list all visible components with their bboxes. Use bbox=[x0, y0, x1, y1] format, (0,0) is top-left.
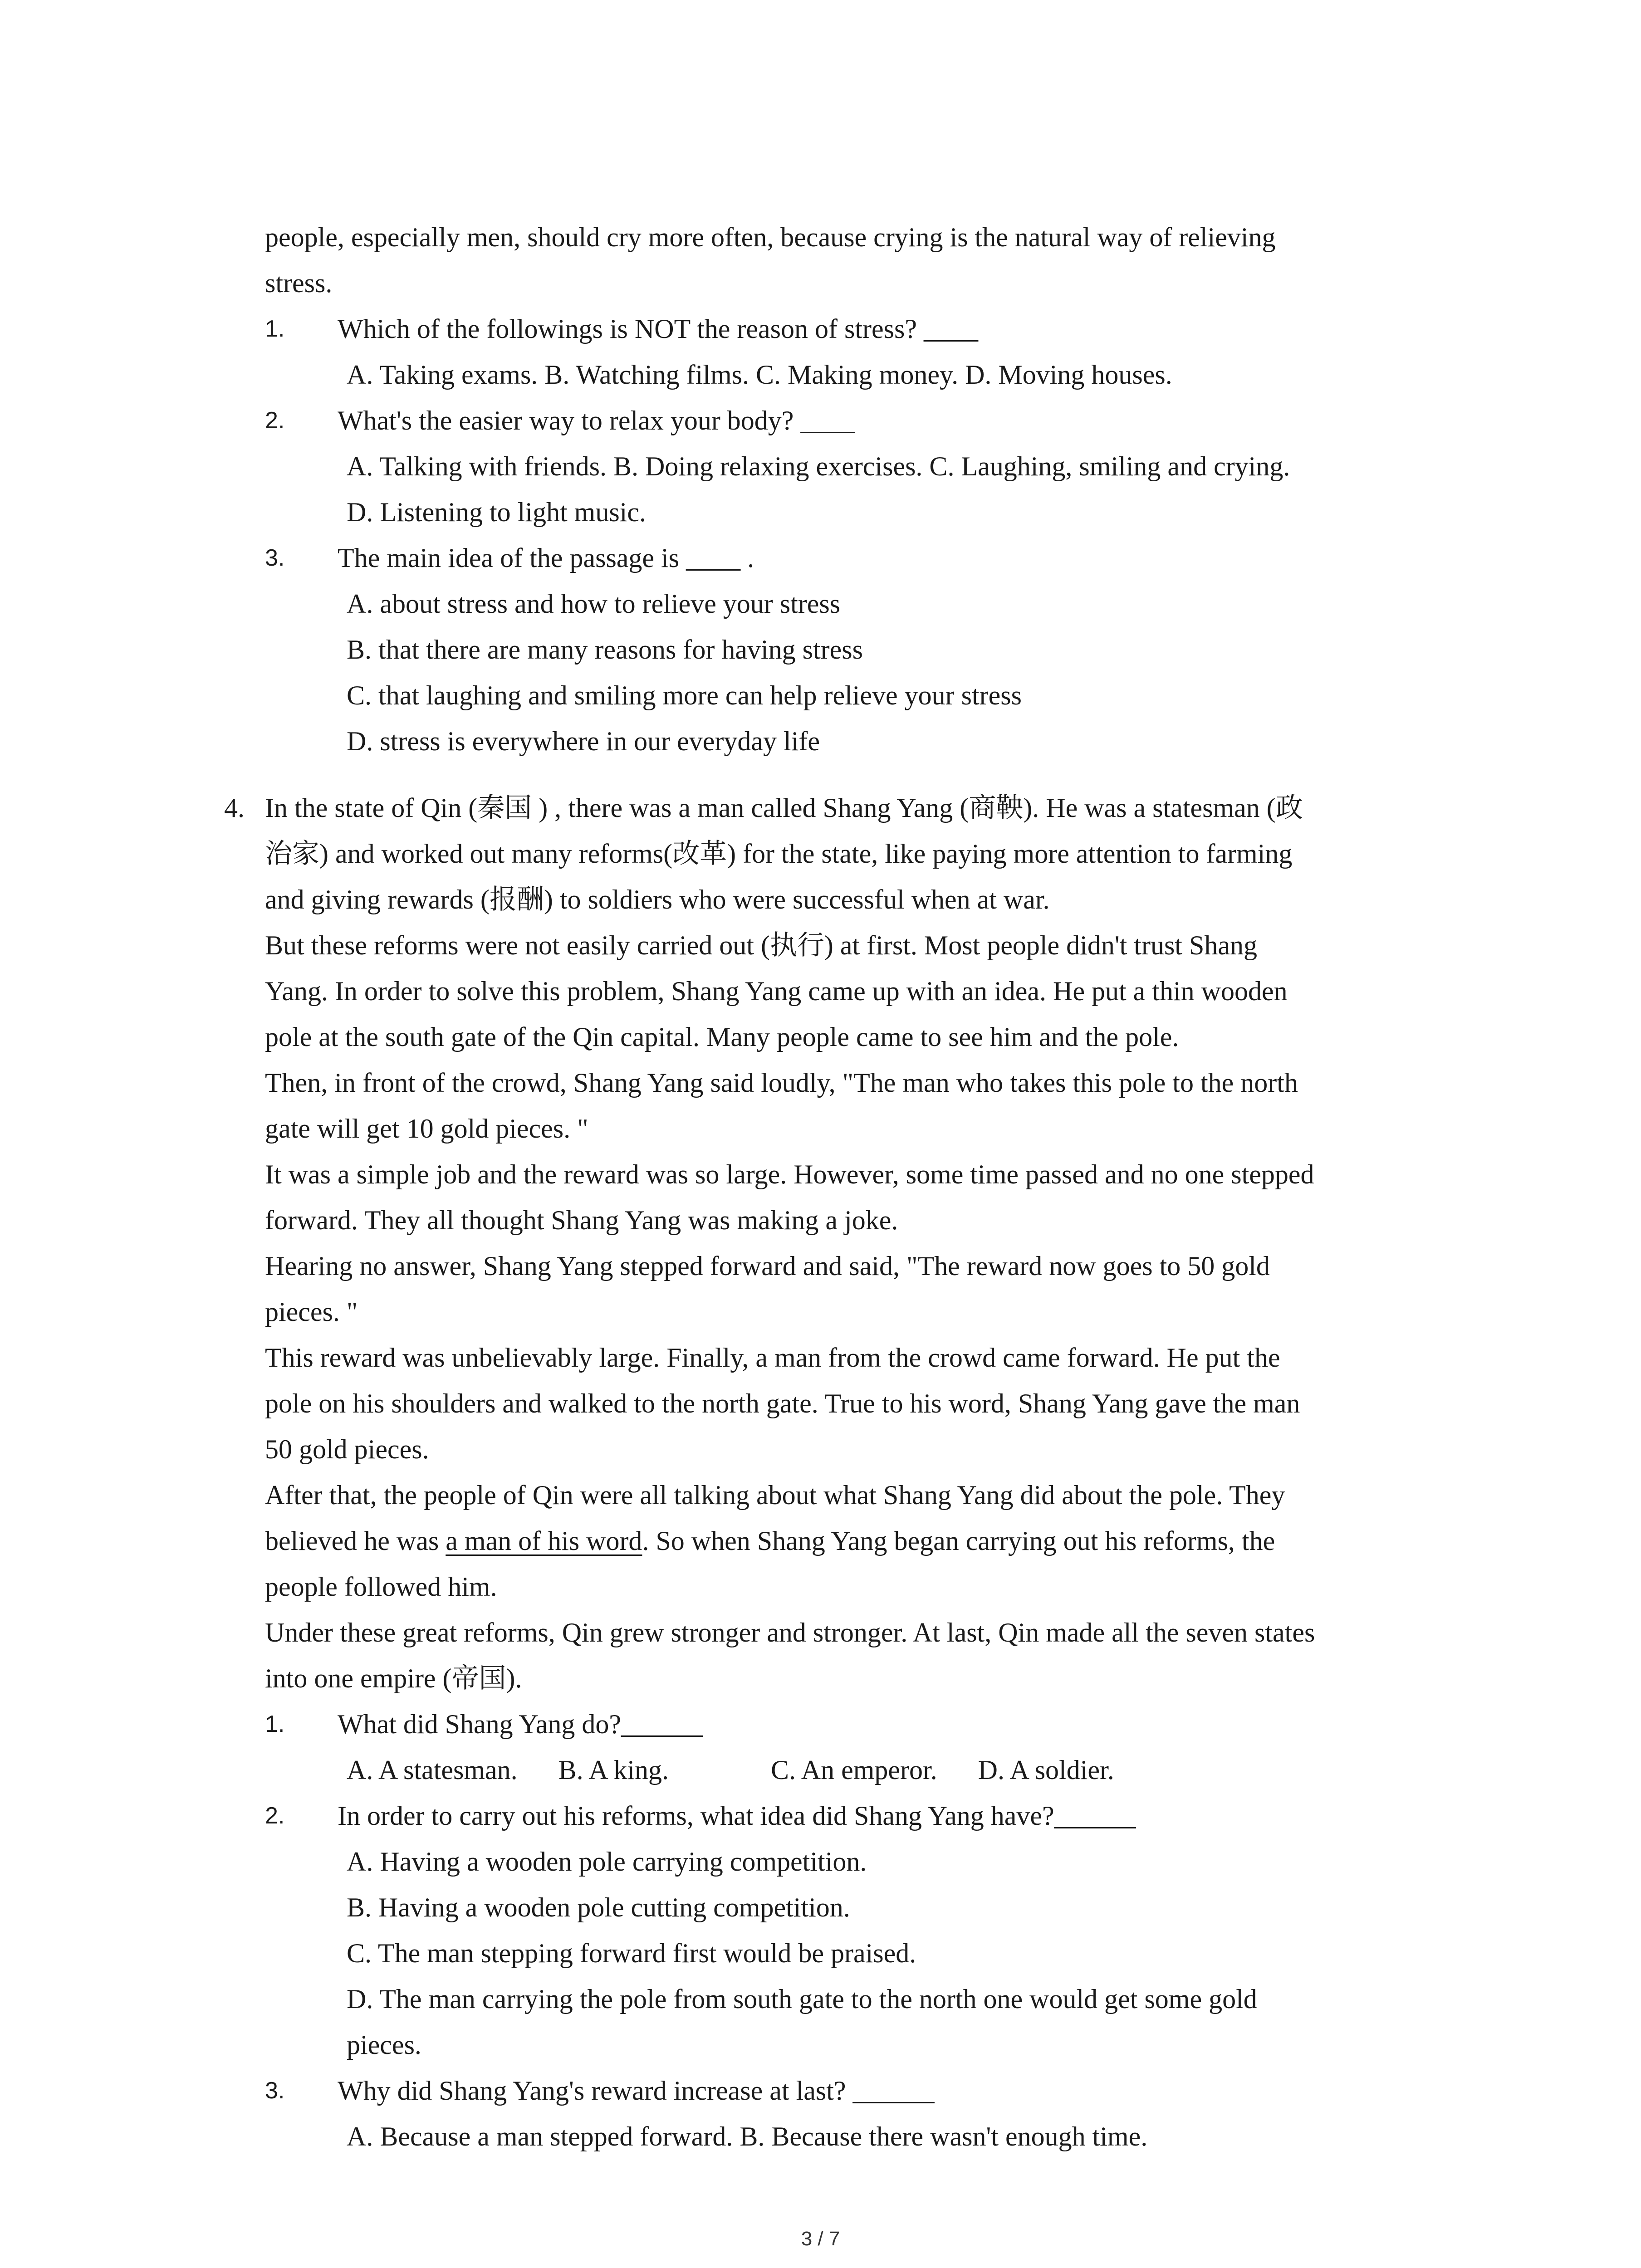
question-stem: In order to carry out his reforms, what idea did Shang Yang have?______ bbox=[338, 1801, 1136, 1831]
option-b: B. that there are many reasons for having stress bbox=[347, 635, 863, 665]
passage-line: stress. bbox=[265, 268, 333, 298]
option-c: C. The man stepping forward first would be praised. bbox=[347, 1938, 916, 1968]
passage-line: In the state of Qin (秦国 ) , there was a man called Shang Yang (商鞅). He was a statesman (政 bbox=[265, 793, 1303, 823]
underlined-phrase: a man of his word bbox=[446, 1526, 642, 1556]
text-after: . So when Shang Yang began carrying out his reforms, the bbox=[642, 1526, 1275, 1556]
question-3 bbox=[265, 535, 1467, 581]
question-stem: The main idea of the passage is ____ . bbox=[338, 543, 754, 573]
passage-line: Then, in front of the crowd, Shang Yang said loudly, "The man who takes this pole to the north bbox=[265, 1068, 1298, 1098]
options-line: D. Listening to light music. bbox=[347, 497, 646, 527]
question-stem: Which of the followings is NOT the reason of stress? ____ bbox=[338, 314, 978, 344]
page-number: 3 / 7 bbox=[801, 2228, 840, 2250]
passage-line: pole at the south gate of the Qin capital. Many people came to see him and the pole. bbox=[265, 1022, 1179, 1052]
option-a: A. Having a wooden pole carrying competition. bbox=[347, 1847, 867, 1877]
passage-line-underlined bbox=[265, 1518, 1467, 1564]
question-number: 1. bbox=[265, 316, 285, 342]
option-d: D. The man carrying the pole from south gate to the north one would get some gold bbox=[347, 1984, 1257, 2014]
options-line: A. Talking with friends. B. Doing relaxing exercises. C. Laughing, smiling and crying. bbox=[347, 451, 1290, 481]
options-line: A. Taking exams. B. Watching films. C. Making money. D. Moving houses. bbox=[347, 360, 1172, 390]
question-number: 2. bbox=[265, 1803, 285, 1829]
question-stem: Why did Shang Yang's reward increase at last? ______ bbox=[338, 2076, 935, 2106]
passage-line: pieces. " bbox=[265, 1297, 358, 1327]
options-line: A. A statesman. B. A king. C. An emperor. D. A soldier. bbox=[347, 1755, 1114, 1785]
passage-line: 50 gold pieces. bbox=[265, 1434, 429, 1464]
question-stem: What's the easier way to relax your body? ____ bbox=[338, 406, 855, 435]
passage-line: 治家) and worked out many reforms(改革) for the state, like paying more attention to farming bbox=[265, 839, 1293, 869]
option-d-continued: pieces. bbox=[347, 2030, 421, 2060]
question-1 bbox=[265, 1701, 1467, 1747]
passage-line: It was a simple job and the reward was so large. However, some time passed and no one stepped bbox=[265, 1159, 1314, 1189]
option-a: A. about stress and how to relieve your stress bbox=[347, 589, 841, 619]
passage-line: pole on his shoulders and walked to the north gate. True to his word, Shang Yang gave the man bbox=[265, 1388, 1300, 1418]
passage-line: Hearing no answer, Shang Yang stepped forward and said, "The reward now goes to 50 gold bbox=[265, 1251, 1270, 1281]
question-number: 1. bbox=[265, 1711, 285, 1737]
passage-line: forward. They all thought Shang Yang was making a joke. bbox=[265, 1205, 898, 1235]
question-number: 3. bbox=[265, 2077, 285, 2104]
passage-line: gate will get 10 gold pieces. " bbox=[265, 1114, 588, 1144]
text-before: believed he was bbox=[265, 1526, 446, 1556]
option-b: B. Having a wooden pole cutting competition. bbox=[347, 1892, 850, 1922]
section-gap bbox=[265, 764, 1467, 785]
passage-line: Yang. In order to solve this problem, Shang Yang came up with an idea. He put a thin wooden bbox=[265, 976, 1288, 1006]
question-number: 3. bbox=[265, 545, 285, 571]
passage-line: After that, the people of Qin were all talking about what Shang Yang did about the pole. They bbox=[265, 1480, 1285, 1510]
question-2 bbox=[265, 1793, 1467, 1839]
question-3 bbox=[265, 2068, 1467, 2114]
passage-line: people followed him. bbox=[265, 1572, 497, 1602]
options-line: A. Because a man stepped forward. B. Because there wasn't enough time. bbox=[347, 2121, 1148, 2151]
passage-line: into one empire (帝国). bbox=[265, 1663, 522, 1693]
question-number: 2. bbox=[265, 407, 285, 434]
option-d: D. stress is everywhere in our everyday life bbox=[347, 726, 820, 756]
document-body bbox=[224, 215, 1467, 2160]
option-c: C. that laughing and smiling more can help relieve your stress bbox=[347, 680, 1022, 710]
passage-line: and giving rewards (报酬) to soldiers who were successful when at war. bbox=[265, 885, 1050, 914]
passage-line: people, especially men, should cry more often, because crying is the natural way of relieving bbox=[265, 222, 1276, 252]
question-1 bbox=[265, 306, 1467, 352]
question-stem: What did Shang Yang do?______ bbox=[338, 1709, 703, 1739]
passage-line: This reward was unbelievably large. Finally, a man from the crowd came forward. He put the bbox=[265, 1343, 1280, 1373]
passage-4 bbox=[224, 785, 1467, 1701]
passage-line: Under these great reforms, Qin grew stronger and stronger. At last, Qin made all the seven states bbox=[265, 1618, 1315, 1647]
passage-line: But these reforms were not easily carried out (执行) at first. Most people didn't trust Shang bbox=[265, 930, 1257, 960]
passage-number: 4. bbox=[224, 793, 245, 823]
question-2 bbox=[265, 398, 1467, 444]
